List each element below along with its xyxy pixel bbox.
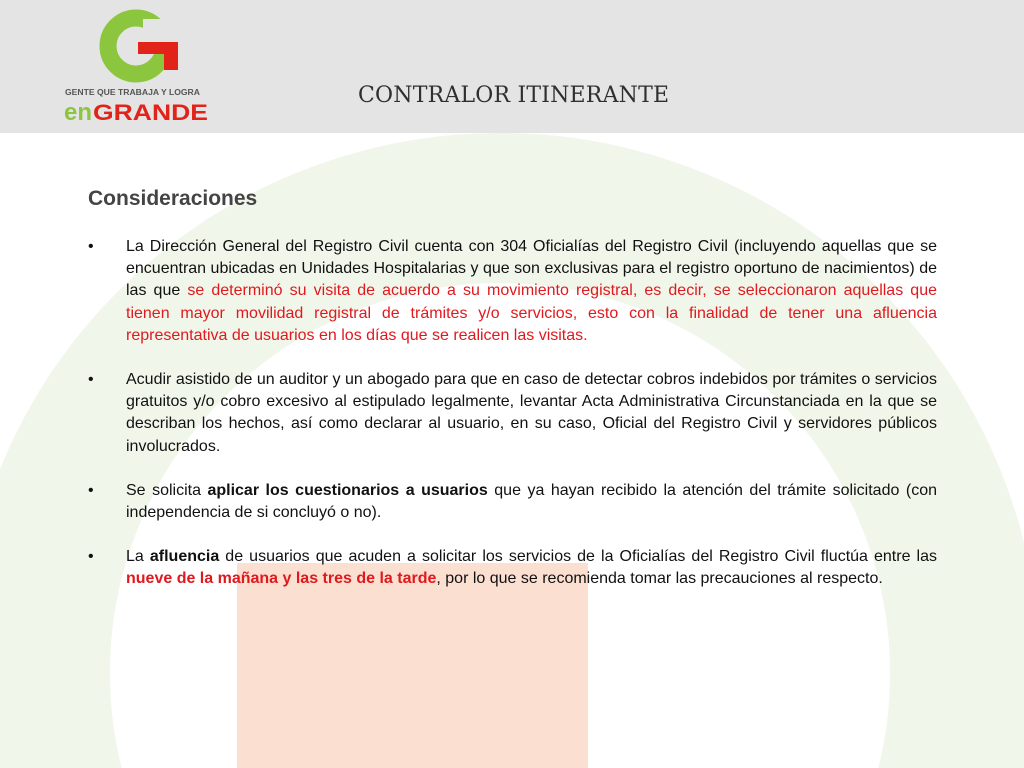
bullet-marker: • bbox=[88, 481, 94, 499]
list-item bbox=[88, 369, 937, 458]
g-logo-mark bbox=[108, 18, 178, 74]
considerations-list bbox=[88, 236, 937, 613]
text-segment: nueve de la mañana y las tres de la tarde bbox=[126, 570, 437, 588]
engrande-logo bbox=[60, 4, 220, 126]
text-segment: La Dirección General del Registro Civil cuenta con 304 Oficialías del Registro Civil (incluyendo aquellas que se encuentran ubicadas en Unidades Hospitalarias y que son exclusivas para el registro oportuno de nacimientos) de las que bbox=[126, 238, 937, 300]
list-item bbox=[88, 236, 937, 347]
text-segment: que ya hayan recibido la atención del trámite solicitado (con independencia de si concluyó o no). bbox=[126, 481, 937, 522]
logo-brand-en: en bbox=[64, 99, 93, 126]
bullet-marker: • bbox=[88, 371, 94, 389]
text-segment: La bbox=[126, 548, 150, 566]
page-title: CONTRALOR ITINERANTE bbox=[358, 83, 670, 108]
bullet-marker: • bbox=[88, 238, 94, 255]
text-segment: , por lo que se recomienda tomar las precauciones al respecto. bbox=[436, 570, 883, 588]
logo-brand-grande: GRANDE bbox=[93, 100, 208, 125]
text-segment: Acudir asistido de un auditor y un abogado para que en caso de detectar cobros indebidos por trámites o servicios gratuitos y/o cobro excesivo al estipulado legalmente, levantar Acta Administrativa Circunstanciada en la que se describan los hechos, así como declarar al usuario, en su caso, Oficial del Registro Civil y servidores públicos involucrados. bbox=[126, 371, 937, 455]
list-item bbox=[88, 546, 937, 590]
text-segment: aplicar los cuestionarios a usuarios bbox=[207, 481, 488, 499]
text-segment: Se solicita bbox=[126, 481, 208, 499]
list-item bbox=[88, 480, 937, 524]
text-segment: afluencia bbox=[149, 548, 220, 566]
bullet-marker: • bbox=[88, 548, 94, 566]
section-heading: Consideraciones bbox=[88, 187, 258, 210]
text-segment: se determinó su visita de acuerdo a su movimiento registral, es decir, se seleccionaron aquellas que tienen mayor movilidad registral de trámites y/o servicios, esto con la finalidad de tener una afluencia representativa de usuarios en los días que se realicen las visitas. bbox=[126, 282, 937, 344]
logo-tagline: GENTE QUE TRABAJA Y LOGRA bbox=[65, 87, 200, 97]
text-segment: de usuarios que acuden a solicitar los servicios de la Oficialías del Registro Civil fluctúa entre las bbox=[219, 548, 937, 566]
